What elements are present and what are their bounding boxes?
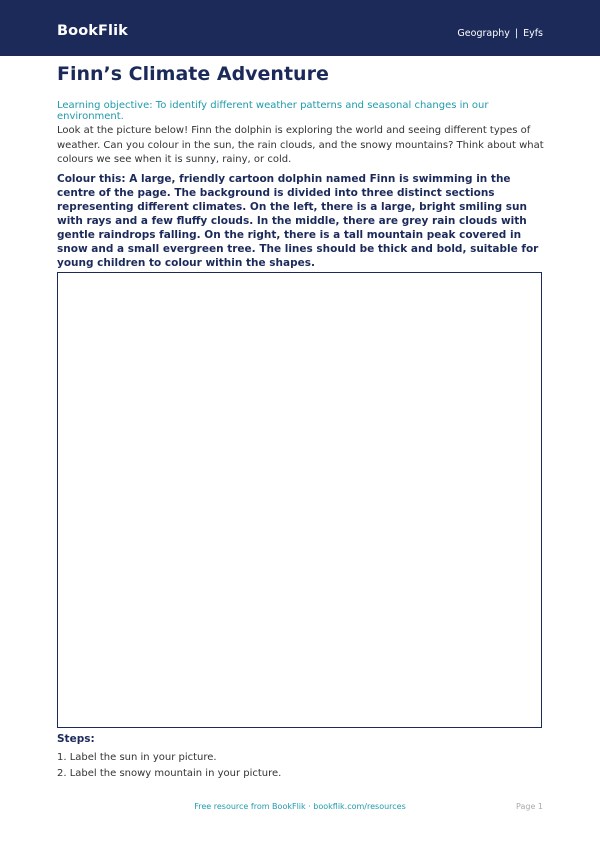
step-item: 2. Label the snowy mountain in your picture. [57, 768, 282, 779]
colour-instruction: Colour this: A large, friendly cartoon dolphin named Finn is swimming in the centre of the page. The background is divided into three distinct sections representing different climates. On the left, there is a large, bright smiling sun with rays and a few fluffy clouds. In the middle, there are grey rain clouds with gentle raindrops falling. On the right, there is a tall mountain peak covered in snow and a small evergreen tree. The lines should be thick and bold, suitable for young children to colour within the shapes. [57, 173, 539, 269]
page-title: Finn’s Climate Adventure [57, 63, 329, 85]
header-bar [0, 0, 600, 56]
subject-breadcrumb [457, 28, 543, 39]
breadcrumb-separator: | [514, 28, 519, 39]
footer-credit-link[interactable]: Free resource from BookFlik · bookflik.com/resources [194, 802, 406, 811]
intro-paragraph: Look at the picture below! Finn the dolphin is exploring the world and seeing different types of weather. Can you colour in the sun, the rain clouds, and the snowy mountains? Think about what colours we see when it is sunny, rainy, or cold. [57, 125, 544, 165]
page-number: Page 1 [516, 802, 543, 811]
brand-logo[interactable]: BookFlik [57, 23, 128, 39]
colouring-area [57, 272, 542, 728]
steps-heading: Steps: [57, 733, 95, 745]
learning-objective: Learning objective: To identify different weather patterns and seasonal changes in our environment. [57, 100, 489, 122]
step-item: 1. Label the sun in your picture. [57, 752, 217, 763]
subject-label: Geography [457, 28, 510, 39]
level-label: Eyfs [523, 28, 543, 39]
